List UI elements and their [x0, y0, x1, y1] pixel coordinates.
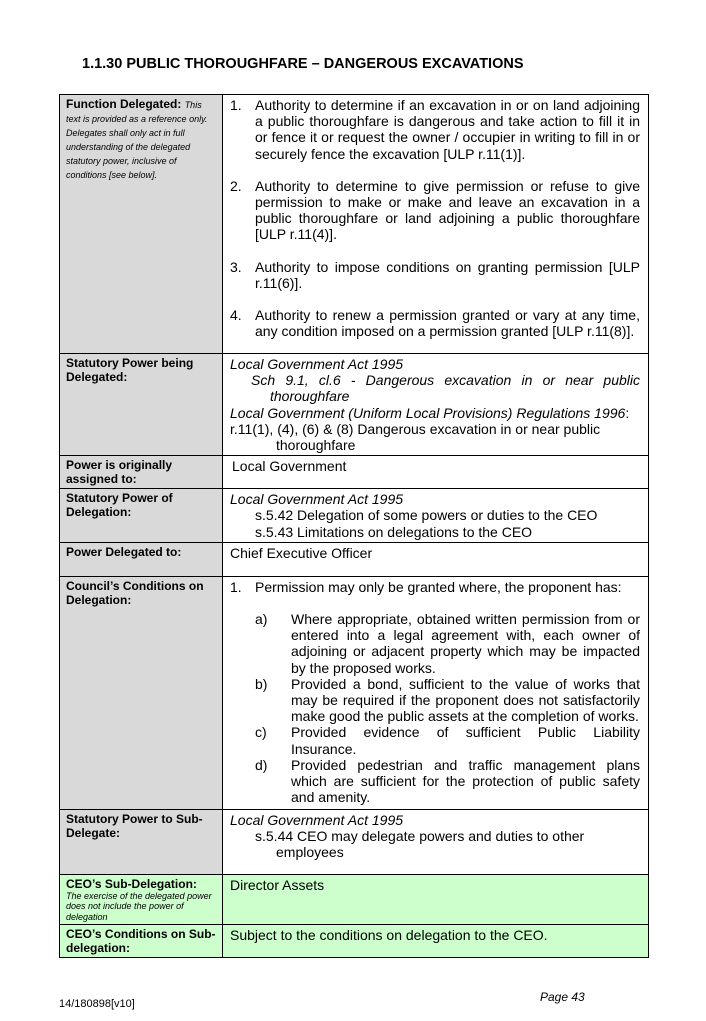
page-number: Page 43: [540, 990, 585, 1004]
section-line: s.5.42 Delegation of some powers or duties to the CEO: [255, 507, 598, 524]
act-section: Sch 9.1, cl.6 - Dangerous excavation in or near public: [251, 372, 640, 389]
row-power-of-delegation: [60, 489, 649, 543]
row-function-delegated: [60, 95, 649, 354]
label-sub-delegate-power: Statutory Power to Sub-Delegate:: [60, 809, 223, 874]
label-originally-assigned: Power is originally assigned to:: [60, 456, 223, 489]
regulation-name: Local Government (Uniform Local Provisions) Regulations 1996:: [230, 404, 630, 421]
value-ceo-conditions: Subject to the conditions on delegation to the CEO.: [223, 925, 649, 958]
value-ceo-sub-delegation: Director Assets: [223, 874, 649, 925]
value-delegated-to: Chief Executive Officer: [223, 542, 649, 576]
row-ceo-conditions: [60, 925, 649, 958]
list-item: a) Where appropriate, obtained written permission from or entered into a legal agreement with, each owner of adjoining or adjacent property which may be impacted by the proposed works.: [255, 611, 640, 676]
act-section-cont: thoroughfare: [270, 388, 350, 405]
value-sub-delegate-power: Local Government Act 1995 s.5.44 CEO may delegate powers and duties to other employees: [223, 809, 649, 874]
list-item: b) Provided a bond, sufficient to the value of works that may be required if the proponent does not satisfactorily make good the public assets at the completion of works.: [255, 675, 640, 725]
label-council-conditions: Council’s Conditions on Delegation:: [60, 576, 223, 809]
label-ceo-sub-delegation: CEO’s Sub-Delegation: The exercise of the delegated power does not include the power of delegation: [60, 874, 223, 925]
list-item: 4. Authority to renew a permission granted or vary at any time, any condition imposed on a permission granted [ULP r.11(8)].: [230, 307, 640, 340]
regulation-section: r.11(1), (4), (6) & (8) Dangerous excavation in or near public: [230, 420, 601, 437]
label-statutory-power: Statutory Power being Delegated:: [60, 354, 223, 456]
row-originally-assigned: [60, 456, 649, 489]
row-ceo-sub-delegation: [60, 874, 649, 925]
list-item: c) Provided evidence of sufficient Public Liability Insurance.: [255, 724, 640, 757]
regulation-section-cont: thoroughfare: [276, 437, 356, 454]
condition-sublist: [230, 611, 640, 805]
section-line-cont: employees: [276, 844, 344, 861]
row-council-conditions: [60, 576, 649, 809]
label-power-of-delegation: Statutory Power of Delegation:: [60, 489, 223, 543]
list-item: d) Provided pedestrian and traffic management plans which are sufficient for the protection of public safety and amenity.: [255, 756, 640, 806]
label-function-delegated: Function Delegated: This text is provided as a reference only. Delegates shall only act in full understanding of the delegated statutory power, inclusive of conditions [see below].: [60, 95, 223, 354]
document-reference: 14/180898[v10]: [59, 998, 135, 1010]
section-line: s.5.43 Limitations on delegations to the CEO: [255, 523, 533, 540]
row-sub-delegate-power: [60, 809, 649, 874]
condition-intro: 1. Permission may only be granted where, the proponent has:: [230, 578, 622, 595]
label-delegated-to: Power Delegated to:: [60, 542, 223, 576]
list-item: 2. Authority to determine to give permission or refuse to give permission to make or make and leave an excavation in a public thoroughfare or land adjoining a public thoroughfare [ULP r.11(4)].: [230, 177, 640, 243]
delegation-table: [59, 94, 649, 958]
list-item: 1. Authority to determine if an excavation in or on land adjoining a public thoroughfare is dangerous and take action to fill it in or fence it or request the owner / occupier in writing to fill in or securely fence the excavation [ULP r.11(1)].: [230, 97, 640, 162]
row-delegated-to: [60, 542, 649, 576]
value-council-conditions: [223, 576, 649, 809]
value-function-delegated: [223, 95, 649, 354]
section-line: s.5.44 CEO may delegate powers and duties to other: [255, 828, 585, 845]
list-item: 3. Authority to impose conditions on granting permission [ULP r.11(6)].: [230, 258, 640, 291]
value-statutory-power: [223, 354, 649, 456]
reference-note: This text is provided as a reference only. Delegates shall only act in full understanding of the delegated statutory power, inclusive of conditions [see below].: [66, 100, 208, 180]
row-statutory-power: [60, 354, 649, 456]
page-title: 1.1.30 PUBLIC THOROUGHFARE – DANGEROUS EXCAVATIONS: [82, 56, 524, 72]
act-name: Local Government Act 1995: [230, 356, 404, 372]
function-list: [230, 97, 640, 339]
sub-delegation-note: The exercise of the delegated power does not include the power of delegation: [66, 890, 212, 922]
value-power-of-delegation: Local Government Act 1995 s.5.42 Delegation of some powers or duties to the CEO s.5.43 Limitations on delegations to the CEO: [223, 489, 649, 543]
label-ceo-conditions: CEO’s Conditions on Sub-delegation:: [60, 925, 223, 958]
value-originally-assigned: Local Government: [223, 456, 649, 489]
